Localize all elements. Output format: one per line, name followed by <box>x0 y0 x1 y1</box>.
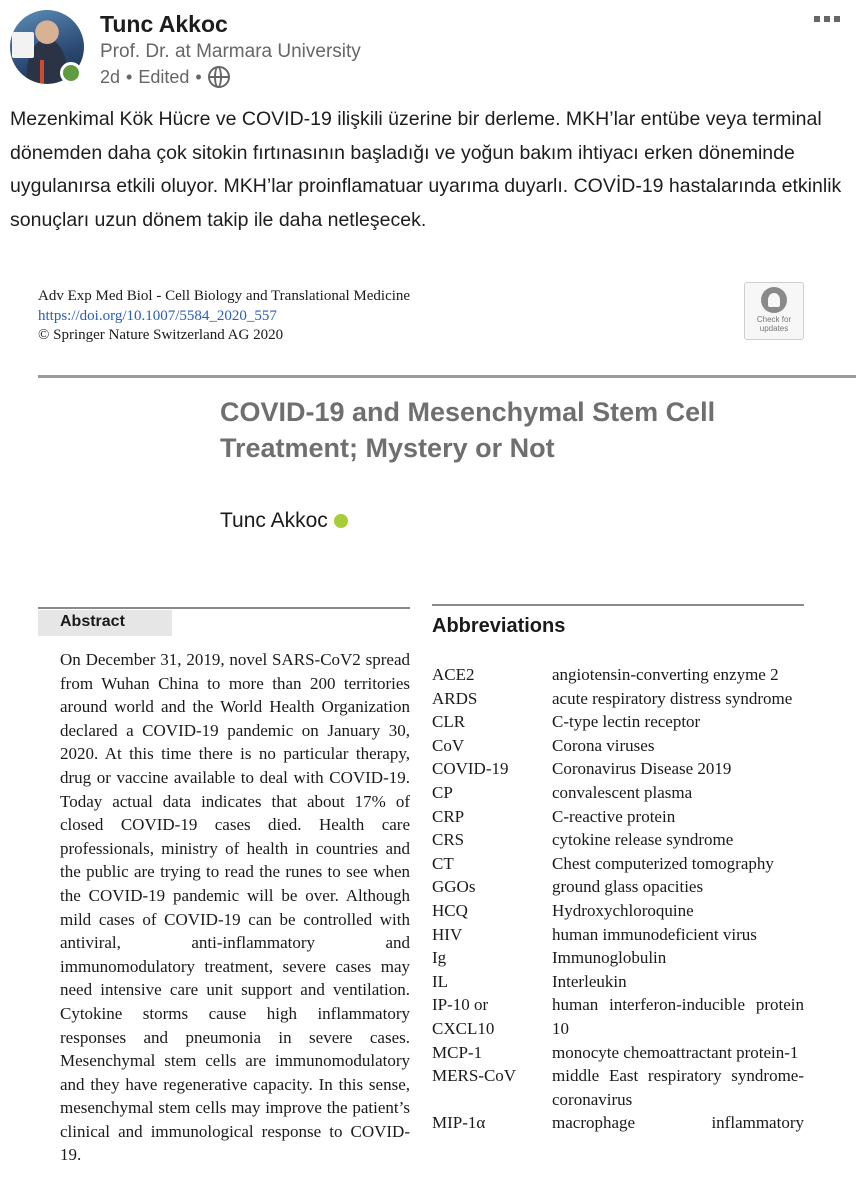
list-item <box>432 852 804 876</box>
abstract-heading: Abstract <box>38 610 172 636</box>
post-time: 2d <box>100 66 121 87</box>
abbr-term: MCP-1 <box>432 1042 483 1062</box>
list-item <box>432 734 804 758</box>
abbr-term: IP-10 or CXCL10 <box>432 995 495 1038</box>
paper-author-name: Tunc Akkoc <box>220 509 328 532</box>
abbreviations-divider <box>432 604 804 606</box>
abbr-term: CP <box>432 782 453 802</box>
abbr-def: macrophage inflammatory <box>552 1113 804 1133</box>
paper-title-line: Treatment; Mystery or Not <box>220 433 555 463</box>
abbr-term: COVID-19 <box>432 759 509 779</box>
abbr-def: middle East respiratory syndrome-coronavirus <box>552 1066 804 1109</box>
conference-badge <box>12 32 34 58</box>
abbr-term: IL <box>432 971 449 991</box>
list-item <box>432 781 804 805</box>
meta-separator: • <box>126 66 133 87</box>
abbreviations-heading: Abbreviations <box>432 615 566 637</box>
meta-separator: • <box>195 66 202 87</box>
abbr-term: HIV <box>432 924 463 944</box>
journal-name: Adv Exp Med Biol - Cell Biology and Translational Medicine <box>38 288 411 304</box>
copyright-line: © Springer Nature Switzerland AG 2020 <box>38 327 284 343</box>
abbr-term: MIP-1α <box>432 1113 486 1133</box>
abbr-term: ACE2 <box>432 665 475 684</box>
author-name[interactable]: Tunc Akkoc <box>100 11 228 37</box>
abbr-term: HCQ <box>432 900 468 920</box>
abbr-term: CT <box>432 853 454 873</box>
abstract-divider <box>38 607 410 609</box>
list-item <box>432 993 804 1040</box>
check-label: updates <box>759 324 789 333</box>
list-item <box>432 663 804 687</box>
dot-icon <box>834 16 840 22</box>
paper-title <box>220 394 715 466</box>
paper-author <box>220 509 348 533</box>
more-options-button[interactable] <box>814 16 848 30</box>
bookmark-icon <box>761 287 787 313</box>
abbr-def: C-type lectin receptor <box>552 712 701 732</box>
list-item <box>432 923 804 947</box>
list-item <box>432 828 804 852</box>
abbr-def: Chest computerized tomography <box>552 853 774 873</box>
check-for-updates-badge <box>744 282 804 340</box>
dot-icon <box>824 16 830 22</box>
abbr-term: CRS <box>432 830 465 850</box>
abbr-def: Hydroxychloroquine <box>552 900 694 920</box>
abbr-def: Immunoglobulin <box>552 948 667 968</box>
list-item <box>432 875 804 899</box>
header-divider <box>38 375 856 378</box>
list-item <box>432 1064 804 1111</box>
list-item <box>432 687 804 711</box>
list-item <box>432 1041 804 1065</box>
list-item <box>432 1111 804 1135</box>
abbr-term: GGOs <box>432 877 476 897</box>
abbr-def: ground glass opacities <box>552 877 704 897</box>
list-item <box>432 899 804 923</box>
edited-label: Edited <box>138 66 190 87</box>
check-label: Check for <box>756 315 792 324</box>
list-item <box>432 805 804 829</box>
abbr-def: Coronavirus Disease 2019 <box>552 759 732 779</box>
abbr-def: C-reactive protein <box>552 806 676 826</box>
abbr-def: human immunodeficient virus <box>552 924 757 944</box>
abbr-term: Ig <box>432 948 447 968</box>
abbr-def: Interleukin <box>552 971 627 991</box>
paper-title-line: COVID-19 and Mesenchymal Stem Cell <box>220 397 716 427</box>
post-image-paper[interactable] <box>0 272 856 1200</box>
list-item <box>432 946 804 970</box>
dot-icon <box>814 16 820 22</box>
abbr-term: CoV <box>432 735 465 755</box>
abbr-term: ARDS <box>432 688 478 708</box>
online-status-indicator <box>60 62 82 84</box>
lanyard <box>40 60 44 84</box>
list-item <box>432 970 804 994</box>
abbr-def: monocyte chemoattractant protein-1 <box>552 1042 799 1062</box>
abbr-def: cytokine release syndrome <box>552 830 734 850</box>
abbr-term: CLR <box>432 712 466 732</box>
list-item <box>432 710 804 734</box>
post-text: Mezenkimal Kök Hücre ve COVID-19 ilişkili üzerine bir derleme. MKH’lar entübe veya terminal dönemden daha çok sitokin fırtınasının başladığı ve yoğun bakım ihtiyacı erken döneminde uygulanırsa etkili oluyor. MKH’lar proinflamatuar uyarıma duyarlı. COVİD-19 hastalarında etkinlik sonuçları uzun dönem takip ile daha netleşecek. <box>10 108 842 231</box>
abbr-def: acute respiratory distress syndrome <box>552 688 793 708</box>
abbreviations-list <box>432 663 804 1135</box>
abbr-def: angiotensin-converting enzyme 2 <box>552 665 779 684</box>
abbr-def: human interferon-inducible protein 10 <box>552 995 804 1038</box>
post-meta <box>100 66 230 88</box>
author-headline: Prof. Dr. at Marmara University <box>100 41 361 62</box>
doi-link: https://doi.org/10.1007/5584_2020_557 <box>38 308 277 324</box>
abstract-text: On December 31, 2019, novel SARS-CoV2 spread from Wuhan China to more than 200 territories around world and the World Health Organization declared a COVID-19 pandemic on January 30, 2020. At this time there is no particular therapy, drug or vaccine available to deal with COVID-19. Today actual data indicates that about 17% of closed COVID-19 cases died. Health care professionals, ministry of health in countries and the public are trying to read the runes to see when the COVID-19 pandemic will be over. Although mild cases of COVID-19 can be controlled with antiviral, anti-inflammatory and immunomodulatory treatment, severe cases may need intensive care unit support and ventilation. Cytokine storms cause high inflammatory responses and pneumonia in severe cases. Mesenchymal stem cells are immunomodulatory and they have regenerative capacity. In this sense, mesenchymal stem cells may improve the patient’s clinical and immunological response to COVID-19. <box>60 650 410 1165</box>
abbr-term: MERS-CoV <box>432 1066 517 1086</box>
abbr-def: convalescent plasma <box>552 782 693 802</box>
orcid-icon <box>334 514 348 528</box>
abbr-def: Corona viruses <box>552 735 655 755</box>
globe-icon <box>208 66 230 88</box>
abbr-term: CRP <box>432 806 465 826</box>
list-item <box>432 757 804 781</box>
